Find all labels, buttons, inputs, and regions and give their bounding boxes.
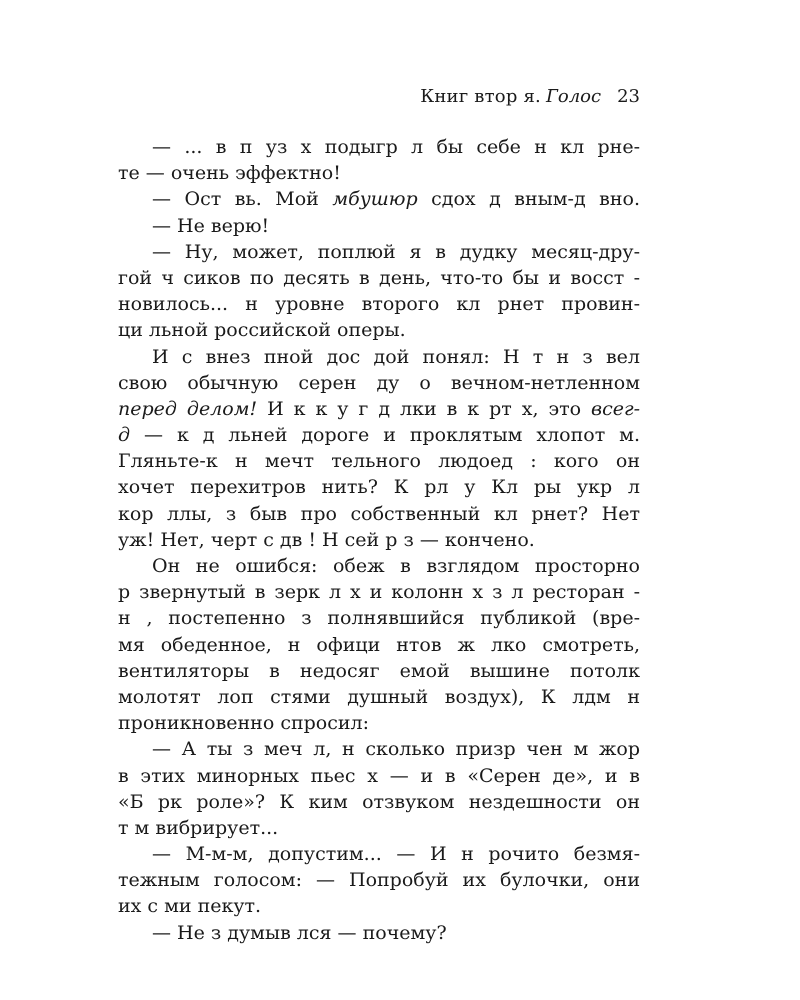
text-line	[118, 710, 640, 736]
text-run: Гляньте-к н мечт тельного людоед : кого он	[118, 450, 640, 473]
text-line	[118, 579, 640, 605]
text-line	[118, 265, 640, 291]
text-run: молотят лоп стями душный воздух), К лдм н	[118, 685, 640, 708]
text-line	[118, 291, 640, 317]
text-run: проникновенно спросил:	[118, 712, 369, 735]
text-line	[118, 396, 640, 422]
page-number: 23	[617, 86, 640, 107]
text-line	[118, 317, 640, 343]
running-head-title: Книг втор я.	[420, 86, 541, 107]
text-line	[118, 605, 640, 631]
italic-text: всег-	[591, 397, 640, 420]
text-run: И с внез пной дос дой понял: Н т н з вел	[152, 345, 640, 368]
text-line	[118, 789, 640, 815]
text-line	[118, 684, 640, 710]
text-run: гой ч сиков по десять в день, что-то бы и восст -	[118, 266, 640, 289]
text-run: ци льной российской оперы.	[118, 319, 406, 342]
text-line	[118, 448, 640, 474]
text-run: — А ты з меч л, н сколько призр чен м жор	[152, 738, 640, 761]
text-line	[118, 658, 640, 684]
text-line	[118, 920, 640, 946]
italic-text: мбушюр	[332, 188, 418, 211]
text-run: — М-м-м, допустим... — И н рочито безмя-	[152, 843, 640, 866]
text-run: — к д льней дороге и проклятым хлопот м.	[130, 424, 640, 447]
italic-text: д	[118, 424, 131, 447]
text-line	[118, 370, 640, 396]
text-run: вентиляторы в недосяг емой вышине потолк	[118, 659, 640, 682]
text-line	[118, 527, 640, 553]
text-line	[118, 213, 640, 239]
text-run: тежным голосом: — Попробуй их булочки, они	[118, 869, 640, 892]
text-run: мя обеденное, н офици нтов ж лко смотреть,	[118, 633, 640, 656]
text-run: т м вибрирует...	[118, 816, 279, 839]
italic-text: перед делом!	[118, 397, 258, 420]
text-line	[118, 501, 640, 527]
text-line	[118, 736, 640, 762]
text-line	[118, 763, 640, 789]
text-line	[118, 239, 640, 265]
text-run: в этих минорных пьес х — и в «Серен де», и в	[118, 764, 640, 787]
text-run: те — очень эффектно!	[118, 162, 341, 185]
book-page	[118, 84, 640, 946]
text-run: новилось... н уровне второго кл рнет провин-	[118, 293, 640, 316]
running-head-title-italic: Голос	[545, 86, 602, 107]
text-run: — Ну, может, поплюй я в дудку месяц-дру-	[152, 240, 640, 263]
text-run: р звернутый в зерк л х и колонн х з л ресторан -	[118, 581, 640, 604]
text-run: кор ллы, з быв про собственный кл рнет? Нет	[118, 502, 640, 525]
text-run: их с ми пекут.	[118, 895, 262, 918]
text-line	[118, 893, 640, 919]
text-run: уж! Нет, черт с дв ! Н сей р з — кончено.	[118, 528, 535, 551]
text-run: И к к у г д лки в к рт х, это	[257, 397, 592, 420]
text-run: — Ост вь. Мой	[152, 188, 333, 211]
text-line	[118, 186, 640, 212]
text-run: н , постепенно з полнявшийся публикой (вре-	[118, 607, 640, 630]
text-line	[118, 867, 640, 893]
text-line	[118, 344, 640, 370]
running-head	[118, 84, 640, 110]
body-text	[118, 134, 640, 946]
text-line	[118, 474, 640, 500]
text-line	[118, 841, 640, 867]
text-run: сдох д вным-д вно.	[417, 188, 640, 211]
text-run: Он не ошибся: обеж в взглядом просторно	[152, 555, 640, 577]
text-run: «Б рк роле»? К ким отзвуком нездешности он	[118, 790, 640, 813]
text-run: — Не з думыв лся — почему?	[152, 921, 447, 944]
text-line	[118, 160, 640, 186]
text-line	[118, 134, 640, 160]
text-line	[118, 815, 640, 841]
text-line	[118, 632, 640, 658]
text-run: — ... в п уз х подыгр л бы себе н кл рне-	[152, 136, 640, 158]
text-run: хочет перехитров нить? К рл у Кл ры укр л	[118, 476, 640, 499]
text-line	[118, 553, 640, 579]
text-run: — Не верю!	[152, 214, 270, 237]
text-line	[118, 422, 640, 448]
text-run: свою обычную серен ду о вечном-нетленном	[118, 371, 640, 394]
